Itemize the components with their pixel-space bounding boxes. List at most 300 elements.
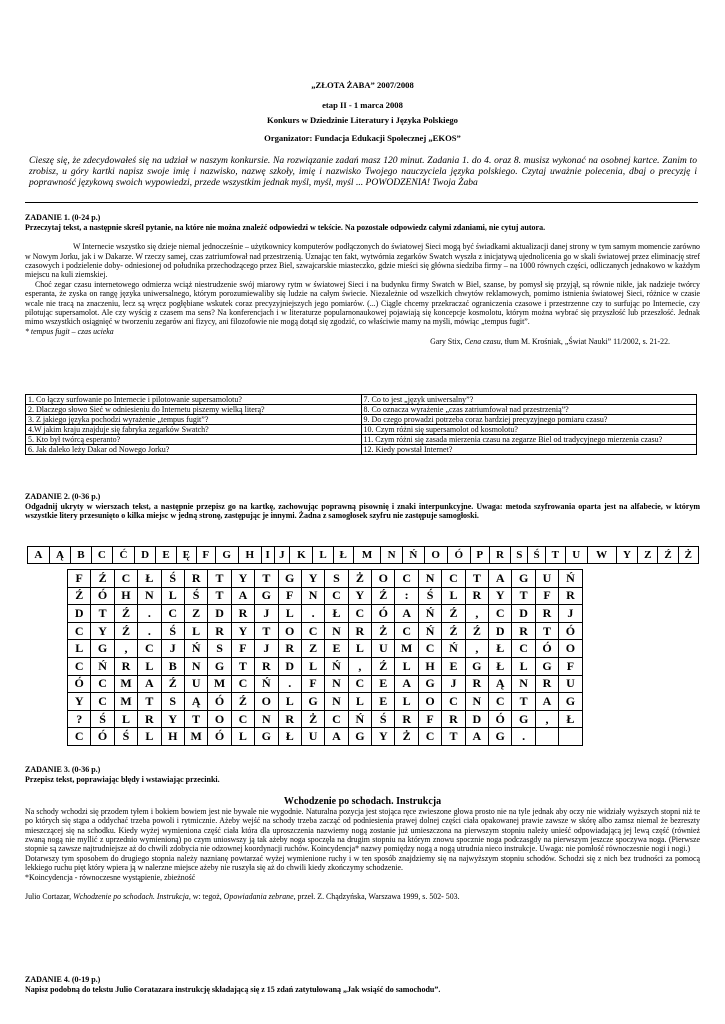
cipher-cell: N bbox=[325, 693, 348, 711]
cipher-cell: O bbox=[208, 710, 231, 728]
cipher-cell: Ł bbox=[138, 570, 161, 588]
cipher-cell: A bbox=[325, 728, 348, 746]
alphabet-letter: J bbox=[274, 547, 290, 564]
cipher-cell: R bbox=[278, 640, 301, 658]
organizer: Organizator: Fundacja Edukacji Społecznej „EKOS” bbox=[264, 133, 461, 143]
cipher-cell: L bbox=[278, 693, 301, 711]
cipher-cell: Ó bbox=[489, 710, 512, 728]
cipher-cell: , bbox=[465, 605, 488, 623]
cipher-cell: Ź bbox=[161, 675, 184, 693]
cipher-cell: R bbox=[395, 710, 418, 728]
cipher-cell: Ń bbox=[442, 640, 465, 658]
cipher-cell: E bbox=[372, 693, 395, 711]
cipher-cell: A bbox=[395, 605, 418, 623]
cipher-cell: Ó bbox=[372, 605, 395, 623]
cipher-cell: C bbox=[68, 728, 91, 746]
alphabet-letter: P bbox=[470, 547, 489, 564]
cipher-cell: T bbox=[512, 587, 535, 605]
alphabet-letter: U bbox=[565, 547, 587, 564]
cipher-cell: R bbox=[278, 710, 301, 728]
alphabet-letter: G bbox=[215, 547, 238, 564]
alphabet-letter: Y bbox=[616, 547, 638, 564]
cipher-row bbox=[68, 605, 583, 623]
cipher-cell: L bbox=[138, 728, 161, 746]
cipher-cell: C bbox=[161, 605, 184, 623]
task2-instruction: Odgadnij ukryty w wierszach tekst, a następnie przepisz go na kartkę, zachowując poprawną pisownię i znaki interpunkcyjne. Uwaga: metoda szyfrowania oparta jest na alfabecie, w którym wszystkie litery przesunięto o kilka miejsc w jedną stronę, zastępując je innymi. Żadna z samogłosek szyfru nie zastępuje samogłoski. bbox=[25, 501, 700, 521]
cipher-cell: Ź bbox=[442, 622, 465, 640]
stage-date: etap II - 1 marca 2008 bbox=[322, 100, 403, 110]
cipher-cell: L bbox=[231, 728, 254, 746]
cipher-cell: Ń bbox=[418, 605, 441, 623]
cipher-cell: R bbox=[255, 657, 278, 675]
cipher-cell: U bbox=[535, 570, 558, 588]
question-cell: 4.W jakim kraju znajduje się fabryka zegarków Swatch? bbox=[26, 425, 362, 435]
contest-subtitle: Konkurs w Dziedzinie Literatury i Języka Polskiego bbox=[267, 115, 458, 125]
cipher-cell: N bbox=[184, 657, 207, 675]
cipher-cell: O bbox=[255, 693, 278, 711]
task3-heading: Wchodzenie po schodach. Instrukcja bbox=[283, 796, 442, 808]
cipher-cell: F bbox=[301, 675, 324, 693]
cipher-cell: G bbox=[535, 657, 558, 675]
cipher-cell: Ń bbox=[348, 710, 371, 728]
cipher-cell: G bbox=[512, 570, 535, 588]
cipher-cell: D bbox=[489, 622, 512, 640]
alphabet-letter: L bbox=[313, 547, 333, 564]
cipher-cell: Ź bbox=[465, 622, 488, 640]
alphabet-letter: K bbox=[290, 547, 313, 564]
source-author: Julio Cortazar, bbox=[25, 892, 74, 902]
cipher-cell: U bbox=[372, 640, 395, 658]
cipher-cell: Ń bbox=[418, 622, 441, 640]
cipher-cell: Ó bbox=[535, 640, 558, 658]
question-cell: 7. Co to jest „język uniwersalny”? bbox=[361, 395, 697, 405]
cipher-cell: T bbox=[535, 622, 558, 640]
cipher-cell: A bbox=[395, 675, 418, 693]
cipher-cell: H bbox=[418, 657, 441, 675]
alphabet-letter: Ą bbox=[49, 547, 71, 564]
cipher-cell: Z bbox=[301, 640, 324, 658]
question-row bbox=[26, 435, 697, 445]
cipher-cell: C bbox=[325, 710, 348, 728]
cipher-cell: Y bbox=[91, 622, 114, 640]
cipher-cell: R bbox=[442, 710, 465, 728]
cipher-cell: E bbox=[442, 657, 465, 675]
alphabet-letter: E bbox=[156, 547, 176, 564]
cipher-cell: R bbox=[465, 675, 488, 693]
cipher-cell: F bbox=[559, 657, 582, 675]
cipher-cell: Ż bbox=[395, 728, 418, 746]
cipher-cell: S bbox=[325, 570, 348, 588]
cipher-cell: F bbox=[535, 587, 558, 605]
cipher-cell: Ń bbox=[559, 570, 582, 588]
cipher-cell: J bbox=[559, 605, 582, 623]
alphabet-letter: B bbox=[71, 547, 91, 564]
alphabet-letter: F bbox=[196, 547, 215, 564]
cipher-cell: , bbox=[465, 640, 488, 658]
cipher-cell: C bbox=[91, 675, 114, 693]
cipher-cell: N bbox=[301, 587, 324, 605]
cipher-cell: Ó bbox=[68, 675, 91, 693]
cipher-cell: J bbox=[161, 640, 184, 658]
cipher-cell: T bbox=[255, 570, 278, 588]
task2-section bbox=[25, 492, 700, 521]
cipher-cell: G bbox=[465, 657, 488, 675]
cipher-cell: Y bbox=[372, 728, 395, 746]
cipher-cell: R bbox=[535, 605, 558, 623]
cipher-cell: L bbox=[301, 657, 324, 675]
cipher-row bbox=[68, 657, 583, 675]
cipher-cell: T bbox=[91, 605, 114, 623]
cipher-cell: Ł bbox=[278, 728, 301, 746]
task3-footnote: *Koincydencja - równoczesne wystąpienie, zbieżność bbox=[25, 872, 196, 882]
cipher-cell: S bbox=[208, 640, 231, 658]
cipher-cell: T bbox=[255, 622, 278, 640]
question-cell: 10. Czym różni się supersamolot od kosmolotu? bbox=[361, 425, 697, 435]
cipher-row bbox=[68, 622, 583, 640]
cipher-cell: E bbox=[325, 640, 348, 658]
cipher-cell: C bbox=[418, 640, 441, 658]
cipher-cell: F bbox=[231, 640, 254, 658]
question-cell: 5. Kto był twórcą esperanto? bbox=[26, 435, 362, 445]
cipher-cell: Ź bbox=[372, 657, 395, 675]
cipher-cell: C bbox=[489, 605, 512, 623]
question-cell: 8. Co oznacza wyrażenie „czas zatriumfował nad przestrzenią”? bbox=[361, 405, 697, 415]
cipher-cell: F bbox=[68, 570, 91, 588]
alphabet-letter: W bbox=[587, 547, 616, 564]
task3-section bbox=[25, 765, 700, 901]
task3-body-2: Dotarwszy tym sposobem do drugiego stopnia należy naznianę powtarzać wyżej wymienione ruchy i w ten sposób znajdziemy się na najwyższym stopniu schodów. Schodzi się z nich bez trudności za pomocą lekkiego ruchu pięt który wpiera ją w nalerzne miejsce ażeby nie ruszyła się aż do chwili kiedy zkończymy schodzenie. bbox=[25, 853, 700, 873]
cipher-cell: L bbox=[512, 657, 535, 675]
task1-paragraph-1: W Internecie wszystko się dzieje niemal jednocześnie – użytkownicy komputerów podłączonych do światowej Sieci mogą być świadkami aktualizacji danej strony w tym samym momencie zarówno w Nowym Jorku, jak i w Dakarze. W rzeczy samej, czas zatriumfował nad przestrzenią. Uznając ten fakt, wytwórnia zegarków Swatch wyszła z inicjatywą ujednolicenia go w skali światowej przez eliminację stref czasowych i podzielenie doby- odniesionej od południka przechodzącego przez Biel, szwajcarskie miasteczko, gdzie mieści się główna siedziba firmy – na 1000 równych części, odliczanych jednakowo w każdym miejscu na kuli ziemskiej. bbox=[25, 242, 700, 280]
cipher-cell: S bbox=[161, 693, 184, 711]
question-cell: 2. Dlaczego słowo Sieć w odniesieniu do Internetu piszemy wielką literą? bbox=[26, 405, 362, 415]
task3-title: ZADANIE 3. (0-36 p.) bbox=[25, 765, 101, 774]
cipher-cell: N bbox=[512, 675, 535, 693]
cipher-cell: T bbox=[184, 710, 207, 728]
cipher-cell: R bbox=[231, 605, 254, 623]
cipher-cell: , bbox=[114, 640, 137, 658]
cipher-cell: G bbox=[301, 693, 324, 711]
cipher-cell: D bbox=[208, 605, 231, 623]
cipher-cell: Y bbox=[161, 710, 184, 728]
task4-section bbox=[25, 975, 700, 994]
cipher-cell: Ś bbox=[184, 587, 207, 605]
contest-title: „ZŁOTA ŻABA” 2007/2008 bbox=[311, 80, 414, 90]
cipher-cell: C bbox=[301, 622, 324, 640]
cipher-cell: . bbox=[138, 622, 161, 640]
cipher-cell: Ź bbox=[91, 570, 114, 588]
source-author: Gary Stix, bbox=[430, 337, 465, 347]
cipher-cell: C bbox=[442, 693, 465, 711]
cipher-cell: L bbox=[395, 693, 418, 711]
alphabet-letter: R bbox=[489, 547, 511, 564]
cipher-cell: C bbox=[418, 728, 441, 746]
question-row bbox=[26, 445, 697, 455]
cipher-cell: C bbox=[114, 570, 137, 588]
cipher-cell: G bbox=[418, 675, 441, 693]
task1-section bbox=[25, 213, 700, 347]
cipher-cell bbox=[535, 728, 558, 746]
cipher-cell: R bbox=[348, 622, 371, 640]
cipher-cell: Ł bbox=[489, 657, 512, 675]
cipher-cell: E bbox=[372, 675, 395, 693]
cipher-cell: R bbox=[559, 587, 582, 605]
alphabet-letter: M bbox=[353, 547, 381, 564]
cipher-cell: T bbox=[512, 693, 535, 711]
question-cell: 1. Co łączy surfowanie po Internecie i pilotowanie supersamolotu? bbox=[26, 395, 362, 405]
task1-source bbox=[25, 337, 700, 346]
cipher-cell: Ó bbox=[559, 622, 582, 640]
cipher-cell bbox=[559, 728, 582, 746]
question-cell: 9. Do czego prowadzi potrzeba coraz bardziej precyzyjnego pomiaru czasu? bbox=[361, 415, 697, 425]
cipher-cell: A bbox=[465, 728, 488, 746]
cipher-cell: H bbox=[114, 587, 137, 605]
cipher-cell: Ł bbox=[489, 640, 512, 658]
question-row bbox=[26, 405, 697, 415]
cipher-cell: N bbox=[325, 622, 348, 640]
cipher-grid bbox=[67, 569, 583, 746]
cipher-cell: M bbox=[395, 640, 418, 658]
cipher-cell: A bbox=[489, 570, 512, 588]
cipher-cell: M bbox=[184, 728, 207, 746]
cipher-cell: M bbox=[114, 693, 137, 711]
source-details: , tłum M. Krośniak, „Świat Nauki” 11/2002, s. 21-22. bbox=[500, 337, 670, 347]
task4-instruction: Napisz podobną do tekstu Julio Coratazara instrukcję składającą się z 15 zdań zatytułowaną „Jak wsiąść do samochodu”. bbox=[25, 984, 441, 994]
cipher-cell: R bbox=[465, 587, 488, 605]
question-row bbox=[26, 395, 697, 405]
alphabet-letter: T bbox=[545, 547, 565, 564]
cipher-cell: G bbox=[255, 587, 278, 605]
alphabet-letter: Ń bbox=[402, 547, 424, 564]
cipher-cell: G bbox=[559, 693, 582, 711]
cipher-cell: C bbox=[442, 570, 465, 588]
cipher-cell: U bbox=[184, 675, 207, 693]
cipher-cell: N bbox=[325, 675, 348, 693]
cipher-row bbox=[68, 710, 583, 728]
cipher-cell: N bbox=[418, 570, 441, 588]
cipher-cell: T bbox=[465, 570, 488, 588]
cipher-cell: Ó bbox=[91, 728, 114, 746]
cipher-cell: Y bbox=[301, 570, 324, 588]
cipher-cell: C bbox=[489, 693, 512, 711]
cipher-cell: Ź bbox=[231, 693, 254, 711]
cipher-cell: Ś bbox=[161, 622, 184, 640]
cipher-cell: M bbox=[114, 675, 137, 693]
cipher-cell: D bbox=[68, 605, 91, 623]
cipher-cell: Ą bbox=[489, 675, 512, 693]
alphabet-table bbox=[27, 546, 699, 564]
alphabet-letter: N bbox=[381, 547, 403, 564]
cipher-cell: Ń bbox=[325, 657, 348, 675]
cipher-row bbox=[68, 693, 583, 711]
alphabet-letter: Ć bbox=[113, 547, 135, 564]
cipher-cell: F bbox=[418, 710, 441, 728]
task1-paragraph-2: Choć zegar czasu internetowego odmierza wciąż niestrudzenie swój miarowy rytm w światowej Sieci i na budynku firmy Swatch w Biel, szanse, by pomysł się przyjął, są równie nikłe, jak nadzieje twórcy esperanta, że zyska on rangę języka uniwersalnego, którym porozumiewaliby się ludzie na całym świecie. Niezależnie od wszelkich chwytów reklamowych, pomimo istnienia światowej Sieci, różnice w czasie wcale nie tracą na znaczeniu, lecz są wręcz pogłębiane wskutek coraz precyzyjniejszych jego pomiarów. (...) Ciągle chcemy przekraczać ograniczenia czasowe i przestrzenne czy to surfując po Internecie, czy pilotując supersamolot. Ale czy wyścig z czasem ma sens? Na konferencjach i w literaturze popularnonaukowej pojawiają się koncepcje kosmolotu, którym można wybrać się przyszłość lub przeszłość. Jednak mimo wszystkich osiągnięć w tworzeniu zegarów ani fizycy, ani filozofowie nie mogą dotąd się zgodzić, co właściwie mamy na myśli, mówiąc „tempus fugit”. bbox=[25, 279, 700, 327]
cipher-cell: D bbox=[512, 605, 535, 623]
cipher-cell: Ń bbox=[255, 675, 278, 693]
alphabet-letter: Ł bbox=[333, 547, 353, 564]
task1-footnote: * tempus fugit – czas ucieka bbox=[25, 326, 114, 336]
cipher-cell: R bbox=[535, 675, 558, 693]
cipher-cell: . bbox=[512, 728, 535, 746]
cipher-cell: G bbox=[278, 570, 301, 588]
cipher-cell: C bbox=[138, 640, 161, 658]
question-cell: 11. Czym różni się zasada mierzenia czasu na zegarze Biel od tradycyjnego mierzenia czasu? bbox=[361, 435, 697, 445]
cipher-cell: J bbox=[442, 675, 465, 693]
questions-table bbox=[25, 394, 697, 455]
cipher-cell: U bbox=[301, 728, 324, 746]
question-row bbox=[26, 415, 697, 425]
cipher-cell: Y bbox=[489, 587, 512, 605]
cipher-cell: G bbox=[208, 657, 231, 675]
alphabet-letter: O bbox=[424, 547, 447, 564]
cipher-cell: C bbox=[348, 675, 371, 693]
cipher-cell: O bbox=[418, 693, 441, 711]
cipher-cell: G bbox=[512, 710, 535, 728]
cipher-cell: N bbox=[255, 710, 278, 728]
cipher-cell: . bbox=[278, 675, 301, 693]
cipher-cell: Ź bbox=[68, 587, 91, 605]
task1-instruction: Przeczytaj tekst, a następnie skreśl pytanie, na które nie można znaleźć odpowiedzi w tekście. Na pozostałe odpowiedz całymi zdaniami, nie cytuj autora. bbox=[25, 222, 546, 232]
cipher-cell: Y bbox=[231, 570, 254, 588]
cipher-row bbox=[68, 570, 583, 588]
cipher-cell: B bbox=[161, 657, 184, 675]
cipher-cell: C bbox=[231, 675, 254, 693]
cipher-cell: L bbox=[184, 622, 207, 640]
task3-body: Na schody wchodzi się przodem tyłem i bokiem bowiem jest nie bywale nie wygodnie. Naturalna pozycja jest stojąca ręce zwieszone głowa prosto nie na tyle jednak aby oczy nie widziały wyższych stopni niż te po których się stąpa a oddychać trzeba powoli i rytmicznie. Ażeby wejść na schody trzeba zacząć od podniesienia prawej dolnej części ciała opakowanej prawie zawsze w skórę albo zamsz niemal że bezreszty mieszczącej się na schodku. Kiedy wyżej wymieniona część ciała która dla uproszczenia nazwiemy nogą zostanie już umieszczona na pierwszym stopniu należy unieść odpowiadającą jej lewą część (również zwaną nogą nie myllić z uprzednio wymienioną) po czym unioswszy ją tak ażeby noga spoczęła na drugim stopniu na którym znowu spocznie noga podczasgdy na pierwszym jeszcze spoczywa noga. (Pierwsze stopnie są zawsze najtrudniejsze aż do chwili zdobycia nie odzownej koordynacji ruchów. Koincydencja* nazwy pomiędzy nogą a nogą utrudnia nieco instrukcje. Uwaga: nie pomłość równoczesnie nogi i nogi.) bbox=[25, 806, 700, 854]
cipher-cell: A bbox=[231, 587, 254, 605]
cipher-cell: Ó bbox=[208, 728, 231, 746]
cipher-cell: Ś bbox=[91, 710, 114, 728]
cipher-cell: L bbox=[278, 605, 301, 623]
cipher-cell: T bbox=[442, 728, 465, 746]
cipher-cell: D bbox=[465, 710, 488, 728]
cipher-cell: G bbox=[348, 728, 371, 746]
alphabet-letter: D bbox=[134, 547, 156, 564]
cipher-cell: Y bbox=[231, 622, 254, 640]
cipher-cell: A bbox=[138, 675, 161, 693]
cipher-cell: C bbox=[512, 640, 535, 658]
cipher-cell: T bbox=[208, 587, 231, 605]
cipher-cell: G bbox=[91, 640, 114, 658]
cipher-cell: T bbox=[208, 570, 231, 588]
cipher-cell: C bbox=[395, 622, 418, 640]
cipher-cell: O bbox=[278, 622, 301, 640]
cipher-cell: C bbox=[91, 693, 114, 711]
cipher-cell: Ń bbox=[91, 657, 114, 675]
cipher-cell: . bbox=[301, 605, 324, 623]
alphabet-letter: Ź bbox=[658, 547, 678, 564]
cipher-cell: Ń bbox=[184, 640, 207, 658]
cipher-cell: Ł bbox=[559, 710, 582, 728]
cipher-cell: Y bbox=[348, 587, 371, 605]
intro-text: Cieszę się, że zdecydowałeś się na udział w naszym konkursie. Na rozwiązanie zadań masz 120 minut. Zadania 1. do 4. oraz 8. musisz wykonać na osobnej kartce. Zanim to zrobisz, u góry kartki napisz swoje imię i nazwisko, nazwę szkoły, imię i nazwisko Twojego nauczyciela języka polskiego. Czytaj uważnie polecenia, dbaj o precyzję i poprawność językową swoich wypowiedzi, przede wszystkim jednak myśl, myśl, myśl ... POWODZENIA! Twoja Żaba bbox=[29, 155, 697, 189]
cipher-cell: Ł bbox=[325, 605, 348, 623]
cipher-cell: J bbox=[255, 640, 278, 658]
cipher-cell: L bbox=[161, 587, 184, 605]
cipher-cell: L bbox=[442, 587, 465, 605]
cipher-cell: N bbox=[465, 693, 488, 711]
task4-title: ZADANIE 4. (0-19 p.) bbox=[25, 975, 101, 984]
cipher-cell: H bbox=[161, 728, 184, 746]
cipher-cell: M bbox=[208, 675, 231, 693]
cipher-cell: A bbox=[535, 693, 558, 711]
cipher-cell: C bbox=[68, 657, 91, 675]
cipher-cell: ? bbox=[68, 710, 91, 728]
cipher-cell: T bbox=[138, 693, 161, 711]
cipher-row bbox=[68, 587, 583, 605]
cipher-cell: Ź bbox=[114, 622, 137, 640]
cipher-cell: C bbox=[348, 605, 371, 623]
cipher-cell: Ó bbox=[91, 587, 114, 605]
cipher-cell: Ś bbox=[372, 710, 395, 728]
alphabet-letter: Ó bbox=[447, 547, 470, 564]
cipher-row bbox=[68, 640, 583, 658]
cipher-cell: Ż bbox=[301, 710, 324, 728]
cipher-cell: R bbox=[512, 622, 535, 640]
cipher-cell: Y bbox=[68, 693, 91, 711]
cipher-cell: O bbox=[372, 570, 395, 588]
cipher-cell: L bbox=[68, 640, 91, 658]
task3-instruction: Przepisz tekst, poprawiając błędy i wstawiając przecinki. bbox=[25, 774, 220, 784]
alphabet-letter: C bbox=[91, 547, 113, 564]
cipher-cell: C bbox=[395, 570, 418, 588]
cipher-row bbox=[68, 728, 583, 746]
source-book: Opowiadania zebrane bbox=[223, 892, 294, 902]
cipher-cell: L bbox=[395, 657, 418, 675]
cipher-row bbox=[68, 675, 583, 693]
question-cell: 3. Z jakiego języka pochodzi wyrażenie „tempus fugit”? bbox=[26, 415, 362, 425]
question-cell: 6. Jak daleko leży Dakar od Nowego Jorku? bbox=[26, 445, 362, 455]
cipher-cell: R bbox=[184, 570, 207, 588]
source-title: Wchodzenie po schodach. Instrukcja bbox=[73, 892, 189, 902]
cipher-cell: Ż bbox=[348, 570, 371, 588]
cipher-cell: Ź bbox=[442, 605, 465, 623]
cipher-cell: Ś bbox=[114, 728, 137, 746]
alphabet-letter: H bbox=[238, 547, 261, 564]
cipher-cell: C bbox=[231, 710, 254, 728]
alphabet-letter: Ż bbox=[678, 547, 698, 564]
source-details: , przeł. Z. Chądzyńska, Warszawa 1999, s. 502- 503. bbox=[293, 892, 460, 902]
cipher-cell: R bbox=[138, 710, 161, 728]
cipher-cell: Ą bbox=[184, 693, 207, 711]
cipher-cell: T bbox=[231, 657, 254, 675]
alphabet-letter: I bbox=[261, 547, 274, 564]
alphabet-letter: Z bbox=[638, 547, 658, 564]
cipher-cell: N bbox=[138, 587, 161, 605]
divider bbox=[25, 202, 698, 203]
cipher-cell: C bbox=[68, 622, 91, 640]
cipher-cell: L bbox=[114, 710, 137, 728]
cipher-cell: Ź bbox=[114, 605, 137, 623]
cipher-cell: Ś bbox=[418, 587, 441, 605]
alphabet-letter: S bbox=[511, 547, 528, 564]
cipher-cell: . bbox=[138, 605, 161, 623]
cipher-cell: L bbox=[348, 640, 371, 658]
cipher-cell: : bbox=[395, 587, 418, 605]
cipher-cell: J bbox=[255, 605, 278, 623]
cipher-cell: R bbox=[208, 622, 231, 640]
question-cell: 12. Kiedy powstał Internet? bbox=[361, 445, 697, 455]
cipher-cell: F bbox=[278, 587, 301, 605]
cipher-cell: L bbox=[138, 657, 161, 675]
cipher-cell: D bbox=[278, 657, 301, 675]
cipher-cell: U bbox=[559, 675, 582, 693]
alphabet-letter: Ś bbox=[528, 547, 545, 564]
cipher-cell: R bbox=[114, 657, 137, 675]
alphabet-letter: A bbox=[28, 547, 50, 564]
alphabet-letter: Ę bbox=[176, 547, 196, 564]
